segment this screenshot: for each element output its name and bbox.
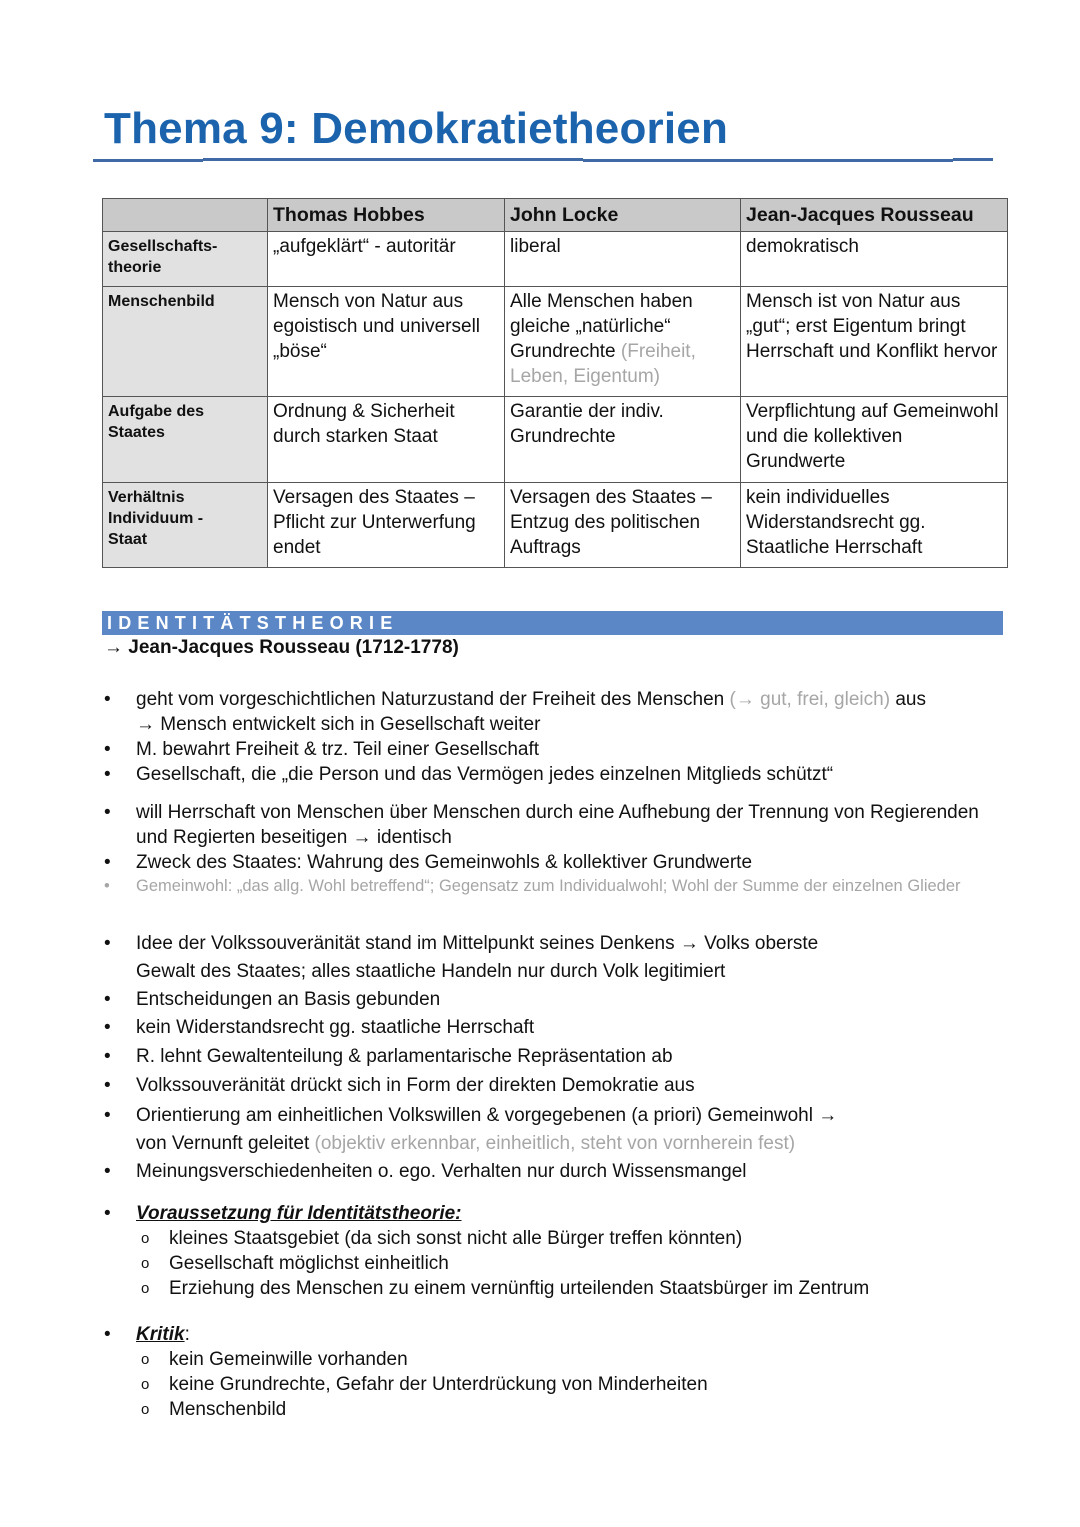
list-item: • will Herrschaft von Menschen über Menschen durch eine Aufhebung der Trennung von Regierenden und Regierten beseitigen → identisch — [104, 802, 979, 848]
comparison-table — [102, 198, 1008, 568]
list-item: • M. bewahrt Freiheit & trz. Teil einer Gesellschaft — [104, 739, 540, 760]
bullet-icon: • — [104, 1203, 111, 1224]
cell-hobbes: Mensch von Natur aus egoistisch und universell „böse“ — [268, 287, 505, 397]
bullet-icon: • — [104, 852, 111, 873]
sub-list-item: o Gesellschaft möglichst einheitlich — [141, 1253, 449, 1274]
circle-bullet-icon: o — [141, 1230, 150, 1247]
bullet-icon: • — [104, 802, 111, 823]
cell-hobbes: Ordnung & Sicherheit durch starken Staat — [268, 397, 505, 483]
sub-list-item: o Menschenbild — [141, 1399, 287, 1420]
cell-locke: Alle Menschen haben gleiche „natürliche“ Grundrechte (Freiheit, Leben, Eigentum) — [505, 287, 741, 397]
bullet-icon: • — [104, 877, 110, 895]
bullet-icon: • — [104, 689, 111, 710]
list-item: • Orientierung am einheitlichen Volkswillen & vorgegebenen (a priori) Gemeinwohl → von Vernunft geleitet (objektiv erkennbar, einheitlich, steht von vornherein fest) — [136, 1102, 996, 1158]
circle-bullet-icon: o — [141, 1351, 150, 1368]
table-header-row — [103, 199, 1008, 232]
row-label-menschenbild: Menschenbild — [103, 287, 268, 397]
cell-locke: Garantie der indiv. Grundrechte — [505, 397, 741, 483]
table-row — [103, 287, 1008, 397]
bullet-icon: • — [104, 989, 111, 1010]
sub-list-item: o Erziehung des Menschen zu einem vernünftig urteilenden Staatsbürger im Zentrum — [141, 1278, 870, 1299]
list-item: • geht vom vorgeschichtlichen Naturzustand der Freiheit des Menschen (→ gut, frei, gleich) aus → Mensch entwickelt sich in Gesellschaft weiter — [104, 689, 926, 735]
cell-locke: Versagen des Staates – Entzug des politischen Auftrags — [505, 483, 741, 568]
cell-hobbes: Versagen des Staates – Pflicht zur Unterwerfung endet — [268, 483, 505, 568]
list-item: • R. lehnt Gewaltenteilung & parlamentarische Repräsentation ab — [104, 1046, 673, 1067]
bullet-icon: • — [104, 739, 111, 760]
bullet-icon: • — [104, 1324, 111, 1345]
circle-bullet-icon: o — [141, 1280, 150, 1297]
table-row — [103, 397, 1008, 483]
bullet-icon: • — [104, 1075, 111, 1096]
list-item: • Entscheidungen an Basis gebunden — [104, 989, 441, 1010]
table-row — [103, 483, 1008, 568]
cell-rousseau: kein individuelles Widerstandsrecht gg. Staatliche Herrschaft — [741, 483, 1008, 568]
list-item: • Meinungsverschiedenheiten o. ego. Verhalten nur durch Wissensmangel — [104, 1161, 747, 1182]
title-underline — [93, 158, 993, 162]
kritik-heading: • Kritik: — [104, 1324, 190, 1345]
table-header-hobbes: Thomas Hobbes — [268, 199, 505, 232]
list-item: • Volkssouveränität drückt sich in Form der direkten Demokratie aus — [104, 1075, 695, 1096]
bullet-icon: • — [104, 764, 111, 785]
cell-rousseau: Verpflichtung auf Gemeinwohl und die kollektiven Grundwerte — [741, 397, 1008, 483]
list-item-muted: • Gemeinwohl: „das allg. Wohl betreffend“; Gegensatz zum Individualwohl; Wohl der Summe der einzelnen Glieder — [136, 875, 986, 898]
muted-note: (Freiheit, Leben, Eigentum) — [510, 341, 696, 387]
row-label-verhaeltnis: Verhältnis Individuum - Staat — [103, 483, 268, 568]
circle-bullet-icon: o — [141, 1401, 150, 1418]
bullet-icon: • — [104, 1105, 111, 1126]
section-heading-bar: IDENTITÄTSTHEORIE — [102, 611, 1003, 635]
cell-hobbes: „aufgeklärt“ - autoritär — [268, 232, 505, 287]
sub-list-item: o keine Grundrechte, Gefahr der Unterdrückung von Minderheiten — [141, 1374, 708, 1395]
list-item: • Zweck des Staates: Wahrung des Gemeinwohls & kollektiver Grundwerte — [104, 852, 753, 873]
cell-rousseau: Mensch ist von Natur aus „gut“; erst Eigentum bringt Herrschaft und Konflikt hervor — [741, 287, 1008, 397]
list-item: • Idee der Volkssouveränität stand im Mittelpunkt seines Denkens → Volks oberste Gewalt des Staates; alles staatliche Handeln nur durch Volk legitimiert — [136, 930, 996, 986]
bullet-icon: • — [104, 1161, 111, 1182]
row-label-aufgabe: Aufgabe des Staates — [103, 397, 268, 483]
table-header-rousseau: Jean-Jacques Rousseau — [741, 199, 1008, 232]
table-header-locke: John Locke — [505, 199, 741, 232]
sub-list-item: o kleines Staatsgebiet (da sich sonst nicht alle Bürger treffen könnten) — [141, 1228, 743, 1249]
bullet-icon: • — [104, 933, 111, 954]
cell-rousseau: demokratisch — [741, 232, 1008, 287]
table-header-corner — [103, 199, 268, 232]
cell-locke: liberal — [505, 232, 741, 287]
bullet-icon: • — [104, 1017, 111, 1038]
page-title: Thema 9: Demokratietheorien — [104, 104, 729, 153]
list-item: • Gesellschaft, die „die Person und das Vermögen jedes einzelnen Mitglieds schützt“ — [104, 764, 834, 785]
table-row — [103, 232, 1008, 287]
voraussetzung-heading: • Voraussetzung für Identitätstheorie: — [104, 1203, 462, 1224]
section-subheading: → Jean-Jacques Rousseau (1712-1778) — [104, 637, 459, 658]
circle-bullet-icon: o — [141, 1255, 150, 1272]
sub-list-item: o kein Gemeinwille vorhanden — [141, 1349, 408, 1370]
row-label-gesellschaftstheorie: Gesellschafts- theorie — [103, 232, 268, 287]
list-item: • kein Widerstandsrecht gg. staatliche Herrschaft — [104, 1017, 535, 1038]
bullet-icon: • — [104, 1046, 111, 1067]
circle-bullet-icon: o — [141, 1376, 150, 1393]
